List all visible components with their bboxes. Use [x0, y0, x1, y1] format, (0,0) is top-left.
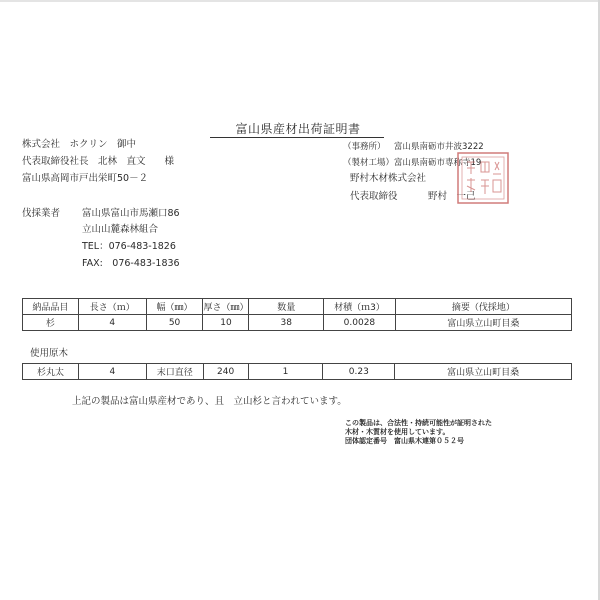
- table-header-cell: 長さ（ｍ）: [78, 299, 146, 315]
- table-cell: 富山県立山町目桑: [395, 364, 572, 380]
- issuer-representative-name: 野村 一己: [428, 191, 476, 202]
- table-header-cell: 材積（ｍ3）: [324, 299, 396, 315]
- recipient-representative: 代表取締役社長 北林 直文 様: [22, 156, 175, 167]
- table-header-cell: 納品品目: [23, 299, 79, 315]
- table-header-cell: 厚さ（㎜）: [203, 299, 249, 315]
- recipient-address: 富山県高岡市戸出栄町50－２: [22, 173, 149, 184]
- company-seal-stamp: [455, 150, 511, 206]
- raw-material-label: 使用原木: [30, 348, 69, 359]
- title-underline: [210, 137, 384, 138]
- table-header-cell: 幅（㎜）: [146, 299, 203, 315]
- logging-address: 富山県富山市馬瀬口86: [82, 208, 180, 219]
- table-cell: 0.0028: [324, 315, 396, 331]
- table-cell: 末口直径: [146, 364, 203, 380]
- table-cell: 富山県立山町目桑: [395, 315, 571, 331]
- issuer-company: 野村木材株式会社: [350, 173, 427, 184]
- logging-label: 伐採業者: [22, 208, 61, 219]
- table-row: [23, 364, 572, 380]
- certification-line-3: 団体認定番号 富山県木連第０５２号: [345, 437, 464, 445]
- table-header-cell: 摘要（伐採地）: [395, 299, 571, 315]
- factory-address: 富山県南砺市専称寺19: [394, 158, 482, 168]
- scan-edge-top: [0, 0, 600, 2]
- table-row: [23, 315, 572, 331]
- products-table-header-row: [23, 299, 572, 315]
- table-cell: 50: [146, 315, 203, 331]
- office-label: （事務所）: [343, 142, 386, 152]
- factory-label: （製材工場）: [343, 158, 395, 168]
- table-cell: 0.23: [323, 364, 395, 380]
- table-cell: 38: [249, 315, 324, 331]
- table-cell: 杉丸太: [23, 364, 79, 380]
- table-cell: 240: [203, 364, 248, 380]
- products-table: [22, 298, 572, 331]
- certification-line-1: この製品は、合法性・持続可能性が証明された: [345, 419, 492, 427]
- origin-statement: 上記の製品は富山県産材であり、且 立山杉と言われています。: [72, 396, 347, 407]
- logging-fax: FAX: 076-483-1836: [82, 258, 180, 269]
- logging-organization: 立山山麓森林組合: [82, 224, 159, 235]
- certification-line-2: 木材・木質材を使用しています。: [345, 428, 450, 436]
- recipient-company: 株式会社 ホクリン 御中: [22, 139, 137, 150]
- table-cell: 1: [248, 364, 323, 380]
- table-header-cell: 数量: [249, 299, 324, 315]
- logging-tel: TEL：076-483-1826: [82, 241, 176, 252]
- document-title: 富山県産材出荷証明書: [235, 122, 361, 136]
- office-address: 富山県南砺市井波3222: [394, 142, 484, 152]
- issuer-representative-title: 代表取締役: [350, 191, 398, 202]
- table-cell: 杉: [23, 315, 79, 331]
- raw-material-table: [22, 363, 572, 380]
- table-cell: 10: [203, 315, 249, 331]
- table-cell: 4: [78, 364, 146, 380]
- table-cell: 4: [78, 315, 146, 331]
